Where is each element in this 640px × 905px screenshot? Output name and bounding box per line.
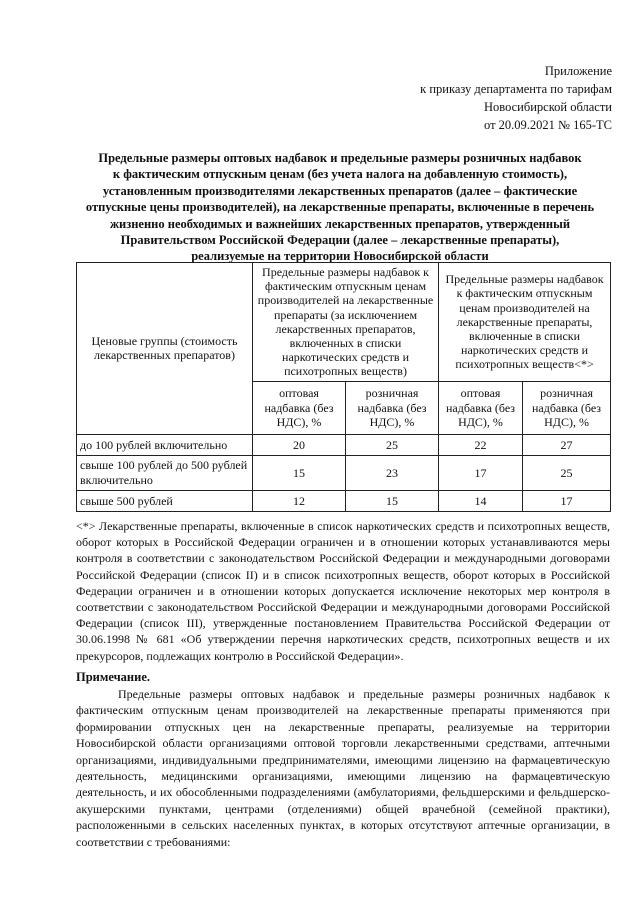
title-line-2: к фактическим отпускным ценам (без учета налога на добавленную стоимость), [112,167,568,182]
retail-b-cell: 17 [523,490,611,511]
table-header-row [77,263,611,382]
title-line-5: жизненно необходимых и важнейших лекарственных препаратов, утвержденный [109,216,571,231]
document-title [70,150,610,265]
wholesale-a-cell: 12 [253,490,346,511]
price-group-cell: свыше 500 рублей [77,490,253,511]
subheader-wholesale-b: оптовая надбавка (без НДС), % [439,381,523,434]
wholesale-b-cell: 14 [439,490,523,511]
retail-b-cell: 27 [523,434,611,455]
appendix-line-2: к приказу департамента по тарифам [420,82,612,96]
table-row [77,455,611,490]
retail-a-cell: 23 [346,455,439,490]
subheader-retail-a: розничная надбавка (без НДС), % [346,381,439,434]
appendix-line-3: Новосибирской области [483,100,612,114]
subheader-wholesale-a: оптовая надбавка (без НДС), % [253,381,346,434]
retail-a-cell: 25 [346,434,439,455]
price-group-cell: свыше 100 рублей до 500 рублей включительно [77,455,253,490]
title-line-6: Правительством Российской Федерации (далее – лекарственные препараты), [120,233,560,248]
header-general-drugs: Предельные размеры надбавок к фактическим отпускным ценам производителей на лекарственные препараты (за исключением лекарственных препаратов, включенных в списки наркотических средств и психотропных веществ) [253,263,439,382]
markup-table [76,262,611,512]
footnote: <*> Лекарственные препараты, включенные в список наркотических средств и психотропных веществ, оборот которых в Российской Федерации ограничен и в отношении которых устанавливаются меры контроля в соответствии с законодательством Российской Федерации и международными договорами Российской Федерации (список II) и в список психотропных веществ, оборот которых в Российской Федерации ограничен и в отношении которых допускается исключение некоторых мер контроля в соответствии с законодательством Российской Федерации и международными договорами Российской Федерации (список III), утвержденные постановлением Правительства Российской Федерации от 30.06.1998 № 681 «Об утверждении перечня наркотических средств, психотропных веществ и их прекурсоров, подлежащих контролю в Российской Федерации». [76,519,610,663]
title-line-1: Предельные размеры оптовых надбавок и предельные размеры розничных надбавок [98,151,582,165]
wholesale-a-cell: 20 [253,434,346,455]
retail-b-cell: 25 [523,455,611,490]
title-line-3: установленным производителями лекарственных препаратов (далее – фактические [102,183,578,198]
price-group-header: Ценовые группы (стоимость лекарственных препаратов) [77,263,253,435]
note-title: Примечание. [76,670,151,684]
retail-a-cell: 15 [346,490,439,511]
note-text: Предельные размеры оптовых надбавок и предельные размеры розничных надбавок к фактическим отпускным ценам производителей на лекарственные препараты применяются при формировании отпускных цен на лекарственные препараты, реализуемые на территории Новосибирской области организациями оптовой торговли лекарственными средствами, аптечными организациями, индивидуальными предпринимателями, имеющими лицензию на фармацевтическую деятельность, медицинскими организациями, имеющими лицензию на фармацевтическую деятельность, и их обособленными подразделениями (амбулаториями, фельдшерскими и фельдшерско-акушерскими пунктами, центрами (отделениями) общей врачебной (семейной практики), расположенными в сельских населенных пунктах, в которых отсутствуют аптечные организации, в соответствии с требованиями: [76,687,610,849]
appendix-line-1: Приложение [544,64,612,78]
table-row [77,434,611,455]
appendix-block [420,62,612,134]
wholesale-a-cell: 15 [253,455,346,490]
title-line-7: реализуемые на территории Новосибирской области [191,249,489,264]
table-row [77,490,611,511]
appendix-line-4: от 20.09.2021 № 165-ТС [484,118,612,132]
price-group-cell: до 100 рублей включительно [77,434,253,455]
header-narcotic-drugs: Предельные размеры надбавок к фактическим отпускным ценам производителей на лекарственные препараты, включенные в списки наркотических средств и психотропных веществ<*> [439,263,611,382]
wholesale-b-cell: 22 [439,434,523,455]
wholesale-b-cell: 17 [439,455,523,490]
subheader-retail-b: розничная надбавка (без НДС), % [523,381,611,434]
title-line-4: отпускные цены производителей), на лекарственные препараты, включенные в перечень [85,200,595,215]
